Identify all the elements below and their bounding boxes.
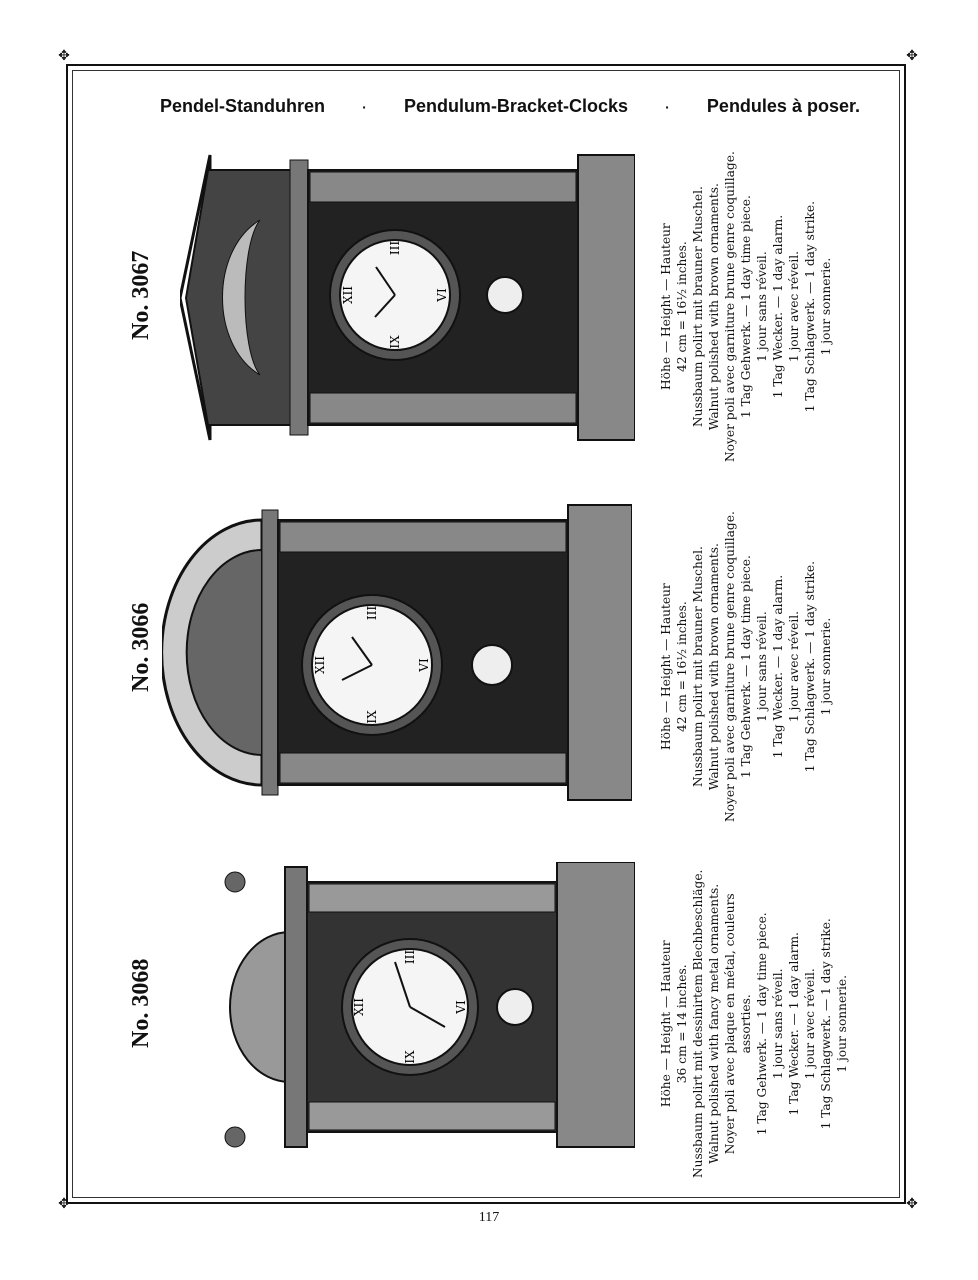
corner-ornament-icon: ✥ — [906, 48, 918, 64]
header-english: Pendulum-Bracket-Clocks — [403, 96, 628, 116]
header-german: Pendel-Standuhren — [160, 96, 326, 116]
desc-line: 42 cm = 16½ inches. — [675, 241, 689, 372]
desc-line: Walnut polished with brown ornaments. — [707, 543, 721, 791]
desc-line: 1 jour sonnerie. — [819, 257, 833, 356]
desc-line: 1 Tag Schlagwerk. — 1 day strike. — [803, 560, 817, 773]
svg-text:VI: VI — [435, 288, 449, 302]
desc-line: Walnut polished with fancy metal ornaments. — [707, 883, 721, 1164]
desc-line: 1 Tag Schlagwerk. — 1 day strike. — [819, 918, 833, 1130]
desc-line: 1 Tag Gehwerk. — 1 day time piece. — [739, 555, 753, 779]
svg-text:IX: IX — [403, 1050, 417, 1064]
desc-line: Walnut polished with brown ornaments. — [707, 183, 721, 431]
desc-line: Höhe — Height — Hauteur — [659, 583, 673, 750]
model-title-3068: No. 3068 — [128, 958, 154, 1048]
desc-line: Höhe — Height — Hauteur — [659, 223, 673, 390]
desc-line: Nussbaum polirt mit brauner Muschel. — [691, 546, 705, 788]
desc-line: 1 jour sonnerie. — [819, 617, 833, 716]
clock-illustration-3068 — [215, 862, 635, 1152]
clock-illustration-3066 — [162, 500, 632, 805]
description-3066 — [658, 511, 834, 822]
corner-ornament-icon: ✥ — [58, 1196, 70, 1212]
page-header — [160, 96, 860, 117]
header-french: Pendules à poser. — [706, 96, 860, 116]
desc-line: 1 jour sans réveil. — [755, 251, 769, 362]
desc-line: 1 jour sans réveil. — [755, 611, 769, 722]
corner-ornament-icon: ✥ — [906, 1196, 918, 1212]
desc-line: 1 Tag Wecker. — 1 day alarm. — [787, 932, 801, 1116]
desc-line: Nussbaum polirt mit brauner Muschel. — [691, 186, 705, 428]
desc-line: 1 Tag Schlagwerk. — 1 day strike. — [803, 200, 817, 413]
desc-line: 1 jour avec réveil. — [787, 611, 801, 723]
description-3067 — [658, 151, 834, 462]
desc-line: Höhe — Height — Hauteur — [659, 940, 673, 1108]
svg-text:IX: IX — [388, 335, 402, 349]
desc-line: assorties. — [739, 994, 753, 1054]
desc-line: 1 Tag Wecker. — 1 day alarm. — [771, 214, 785, 399]
svg-text:XII: XII — [313, 655, 327, 675]
desc-line: Noyer poli avec garniture brune genre coquillage. — [723, 151, 737, 462]
header-separator: · — [665, 98, 670, 115]
desc-line: Noyer poli avec plaque en métal, couleurs — [723, 893, 737, 1155]
page-number: 117 — [478, 1210, 500, 1225]
desc-line: 1 jour avec réveil. — [787, 251, 801, 363]
header-separator: · — [362, 98, 367, 115]
svg-text:VI: VI — [417, 658, 431, 672]
desc-line: 1 Tag Gehwerk. — 1 day time piece. — [755, 912, 769, 1136]
desc-line: Noyer poli avec garniture brune genre coquillage. — [723, 511, 737, 822]
svg-text:VI: VI — [454, 1000, 468, 1014]
desc-line: 1 Tag Wecker. — 1 day alarm. — [771, 574, 785, 759]
svg-text:XII: XII — [352, 997, 366, 1017]
svg-text:III: III — [403, 949, 417, 965]
model-title-3067: No. 3067 — [128, 250, 154, 340]
corner-ornament-icon: ✥ — [58, 48, 70, 64]
clock-illustration-3067 — [180, 150, 635, 445]
desc-line: 1 Tag Gehwerk. — 1 day time piece. — [739, 195, 753, 419]
model-title-3066: No. 3066 — [128, 602, 154, 692]
svg-text:XII: XII — [341, 285, 355, 305]
desc-line: Nussbaum polirt mit dessinirtem Blechbeschläge. — [691, 869, 705, 1178]
svg-text:III: III — [365, 605, 379, 621]
desc-line: 42 cm = 16½ inches. — [675, 601, 689, 732]
description-3068 — [658, 870, 850, 1178]
svg-text:IX: IX — [365, 710, 379, 724]
desc-line: 1 jour sans réveil. — [771, 968, 785, 1080]
desc-line: 36 cm = 14 inches. — [675, 964, 689, 1084]
desc-line: 1 jour sonnerie. — [835, 975, 849, 1073]
desc-line: 1 jour avec réveil. — [803, 968, 817, 1080]
svg-text:III: III — [388, 240, 402, 256]
